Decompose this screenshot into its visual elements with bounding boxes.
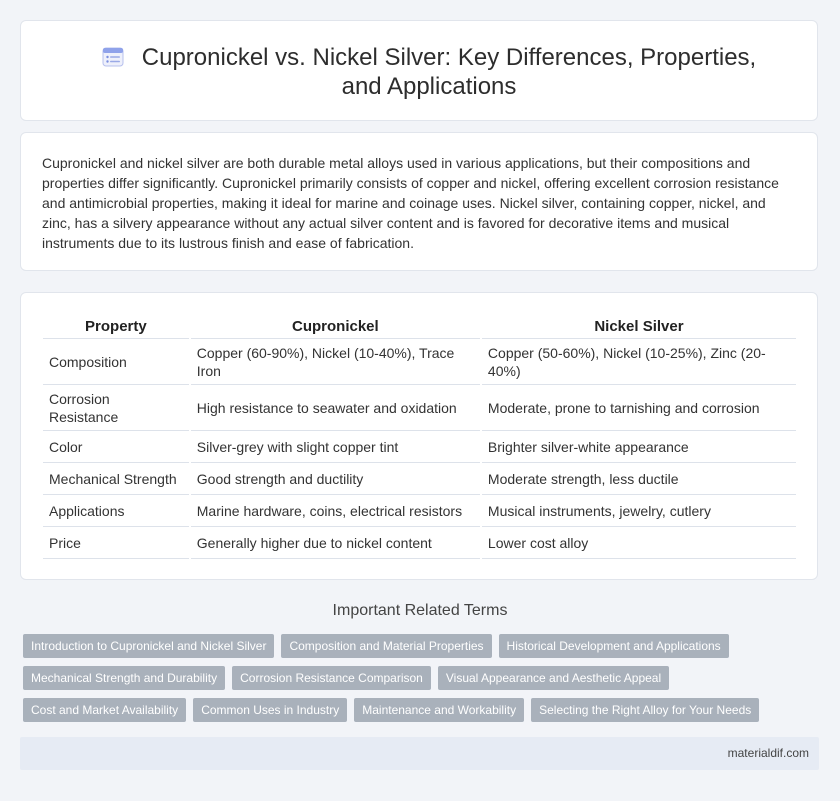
- nickel-silver-cell: Moderate strength, less ductile: [482, 463, 796, 495]
- property-cell: Corrosion Resistance: [43, 385, 189, 431]
- table-row: [43, 463, 796, 495]
- comparison-card: [20, 292, 818, 580]
- footer-bar: [20, 737, 819, 770]
- related-terms-heading: Important Related Terms: [332, 602, 508, 619]
- tag-link[interactable]: Corrosion Resistance Comparison: [232, 666, 431, 690]
- tag-link[interactable]: Cost and Market Availability: [23, 698, 186, 722]
- cupronickel-cell: Marine hardware, coins, electrical resistors: [191, 495, 480, 527]
- footer-site-link[interactable]: materialdif.com: [727, 746, 809, 760]
- property-cell: Price: [43, 527, 189, 559]
- column-header: Cupronickel: [191, 315, 480, 339]
- tag-link[interactable]: Visual Appearance and Aesthetic Appeal: [438, 666, 669, 690]
- tag-link[interactable]: Common Uses in Industry: [193, 698, 347, 722]
- cupronickel-cell: Generally higher due to nickel content: [191, 527, 480, 559]
- table-row: [43, 527, 796, 559]
- property-cell: Color: [43, 431, 189, 463]
- tag-row: [23, 698, 823, 722]
- title-card: [20, 20, 818, 121]
- table-row: [43, 431, 796, 463]
- cupronickel-cell: High resistance to seawater and oxidation: [191, 385, 480, 431]
- property-cell: Mechanical Strength: [43, 463, 189, 495]
- nickel-silver-cell: Lower cost alloy: [482, 527, 796, 559]
- table-row: [43, 339, 796, 385]
- comparison-table: [41, 315, 798, 559]
- tag-link[interactable]: Mechanical Strength and Durability: [23, 666, 225, 690]
- tag-link[interactable]: Selecting the Right Alloy for Your Needs: [531, 698, 759, 722]
- tag-link[interactable]: Historical Development and Applications: [499, 634, 729, 658]
- tag-row: [23, 634, 823, 658]
- property-cell: Applications: [43, 495, 189, 527]
- table-row: [43, 385, 796, 431]
- tag-link[interactable]: Composition and Material Properties: [281, 634, 491, 658]
- tag-row: [23, 666, 823, 690]
- table-row: [43, 495, 796, 527]
- page-title-wrap: [81, 43, 777, 101]
- cupronickel-cell: Silver-grey with slight copper tint: [191, 431, 480, 463]
- page-title: Cupronickel vs. Nickel Silver: Key Differences, Properties, and Applications: [141, 44, 757, 100]
- tag-link[interactable]: Maintenance and Workability: [354, 698, 524, 722]
- nickel-silver-cell: Copper (50-60%), Nickel (10-25%), Zinc (20-40%): [482, 339, 796, 385]
- intro-paragraph: Cupronickel and nickel silver are both durable metal alloys used in various applications, but their compositions and properties differ significantly. Cupronickel primarily consists of copper and nickel, offering excellent corrosion resistance and antimicrobial properties, making it ideal for marine and coinage uses. Nickel silver, containing copper, nickel, and zinc, has a silvery appearance without any actual silver content and is favored for decorative items and musical instruments due to its lustrous finish and ease of fabrication.: [42, 155, 779, 251]
- related-terms-tags: [23, 634, 823, 730]
- column-header: Property: [43, 315, 189, 339]
- column-header: Nickel Silver: [482, 315, 796, 339]
- property-cell: Composition: [43, 339, 189, 385]
- table-header-row: [43, 315, 796, 339]
- nickel-silver-cell: Musical instruments, jewelry, cutlery: [482, 495, 796, 527]
- tag-link[interactable]: Introduction to Cupronickel and Nickel Silver: [23, 634, 274, 658]
- nickel-silver-cell: Moderate, prone to tarnishing and corrosion: [482, 385, 796, 431]
- cupronickel-cell: Good strength and ductility: [191, 463, 480, 495]
- intro-card: [20, 132, 818, 271]
- cupronickel-cell: Copper (60-90%), Nickel (10-40%), Trace Iron: [191, 339, 480, 385]
- document-list-icon: [102, 47, 124, 67]
- nickel-silver-cell: Brighter silver-white appearance: [482, 431, 796, 463]
